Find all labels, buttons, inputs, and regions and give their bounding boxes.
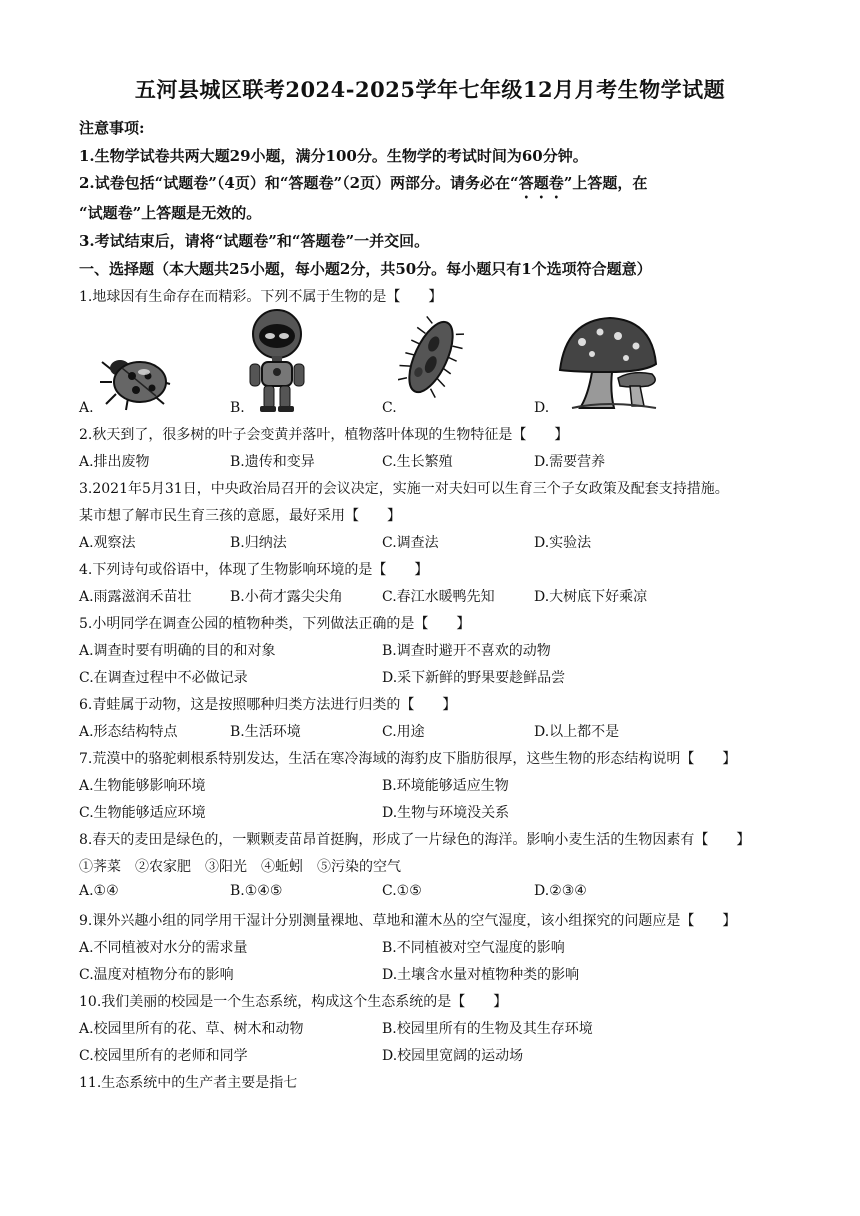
- q1-option-a-label: A.: [79, 400, 94, 416]
- q5-option-a: A.调查时要有明确的目的和对象: [79, 643, 276, 659]
- bacterium-image: [398, 314, 464, 400]
- q8-option-a: A.①④: [79, 883, 119, 899]
- note-3: 3.考试结束后，请将“试题卷”和“答题卷”一并交回。: [79, 232, 430, 250]
- q3-option-b: B.归纳法: [230, 535, 287, 551]
- q7-option-a: A.生物能够影响环境: [79, 778, 206, 794]
- q6-option-b: B.生活环境: [230, 724, 301, 740]
- q10-option-c: C.校园里所有的老师和同学: [79, 1048, 248, 1064]
- question-3-stem-line2: 某市想了解市民生育三孩的意愿，最好采用【 】: [79, 508, 401, 524]
- q2-option-c: C.生长繁殖: [382, 454, 453, 470]
- question-11-stem: 11.生态系统中的生产者主要是指七: [79, 1075, 298, 1091]
- q2-option-b: B.遗传和变异: [230, 454, 315, 470]
- question-3-stem-line1: 3.2021年5月31日，中央政治局召开的会议决定，实施一对夫妇可以生育三个子女政策及配套支持措施。: [79, 481, 729, 497]
- page-title: 五河县城区联考2024-2025学年七年级12月月考生物学试题: [134, 77, 726, 102]
- q4-option-a: A.雨露滋润禾苗壮: [79, 589, 192, 605]
- ladybug-image: [98, 350, 176, 412]
- q10-option-a: A.校园里所有的花、草、树木和动物: [79, 1021, 304, 1037]
- q3-option-a: A.观察法: [79, 535, 136, 551]
- note-2-continued: “试题卷”上答题是无效的。: [79, 204, 262, 222]
- q9-option-c: C.温度对植物分布的影响: [79, 967, 234, 983]
- q6-option-d: D.以上都不是: [534, 724, 620, 740]
- question-9-stem: 9.课外兴趣小组的同学用干湿计分别测量裸地、草地和灌木丛的空气湿度，该小组探究的问题应是【 】: [79, 913, 737, 929]
- question-4-stem: 4.下列诗句或俗语中，体现了生物影响环境的是【 】: [79, 562, 429, 578]
- q5-option-b: B.调查时避开不喜欢的动物: [382, 643, 551, 659]
- q3-option-c: C.调查法: [382, 535, 439, 551]
- q7-option-b: B.环境能够适应生物: [382, 778, 509, 794]
- note-1: 1.生物学试卷共两大题29小题，满分100分。生物学的考试时间为60分钟。: [79, 147, 588, 165]
- question-10-stem: 10.我们美丽的校园是一个生态系统，构成这个生态系统的是【 】: [79, 994, 508, 1010]
- q8-option-c: C.①⑤: [382, 883, 422, 899]
- question-7-stem: 7.荒漠中的骆驼刺根系特别发达，生活在寒冷海域的海豹皮下脂肪很厚，这些生物的形态结构说明【 】: [79, 751, 737, 767]
- q7-option-c: C.生物能够适应环境: [79, 805, 206, 821]
- q7-option-d: D.生物与环境没关系: [382, 805, 510, 821]
- q9-option-b: B.不同植被对空气湿度的影响: [382, 940, 565, 956]
- note-2-part1: 2.试卷包括“试题卷”（4页）和“答题卷”（2页）两部分。请务必在“: [79, 174, 519, 192]
- q4-option-b: B.小荷才露尖尖角: [230, 589, 343, 605]
- q3-option-d: D.实验法: [534, 535, 592, 551]
- q1-option-d-label: D.: [534, 400, 550, 416]
- q5-option-c: C.在调查过程中不必做记录: [79, 670, 248, 686]
- question-6-stem: 6.青蛙属于动物，这是按照哪种归类方法进行归类的【 】: [79, 697, 457, 713]
- q10-option-d: D.校园里宽阔的运动场: [382, 1048, 524, 1064]
- question-2-stem: 2.秋天到了，很多树的叶子会变黄并落叶，植物落叶体现的生物特征是【 】: [79, 427, 569, 443]
- q9-option-a: A.不同植被对水分的需求量: [79, 940, 248, 956]
- q4-option-d: D.大树底下好乘凉: [534, 589, 648, 605]
- note-2-emphasis: 答题卷: [518, 174, 564, 192]
- q1-option-b-label: B.: [230, 400, 245, 416]
- question-1-stem: 1.地球因有生命存在而精彩。下列不属于生物的是【 】: [79, 289, 443, 305]
- robot-image: [242, 306, 312, 414]
- section-heading: 一、选择题（本大题共25小题，每小题2分，共50分。每小题只有1个选项符合题意）: [79, 260, 652, 278]
- q5-option-d: D.采下新鲜的野果要趁鲜品尝: [382, 670, 566, 686]
- q6-option-a: A.形态结构特点: [79, 724, 178, 740]
- q4-option-c: C.春江水暖鸭先知: [382, 589, 495, 605]
- q1-option-c-label: C.: [382, 400, 397, 416]
- q6-option-c: C.用途: [382, 724, 425, 740]
- question-8-stem: 8.春天的麦田是绿色的，一颗颗麦苗昂首挺胸，形成了一片绿色的海洋。影响小麦生活的生物因素有【 】: [79, 832, 751, 848]
- q2-option-a: A.排出废物: [79, 454, 150, 470]
- note-2-part2: ”上答题，在: [563, 174, 648, 192]
- question-5-stem: 5.小明同学在调查公园的植物种类，下列做法正确的是【 】: [79, 616, 471, 632]
- q2-option-d: D.需要营养: [534, 454, 606, 470]
- notes-heading: 注意事项:: [79, 119, 145, 137]
- mushroom-image: [552, 312, 664, 412]
- q8-option-b: B.①④⑤: [230, 883, 283, 899]
- q8-option-d: D.②③④: [534, 883, 587, 899]
- note-2: [79, 172, 647, 202]
- question-8-factors: ①荠菜 ②农家肥 ③阳光 ④蚯蚓 ⑤污染的空气: [79, 859, 401, 875]
- q9-option-d: D.土壤含水量对植物种类的影响: [382, 967, 580, 983]
- q10-option-b: B.校园里所有的生物及其生存环境: [382, 1021, 593, 1037]
